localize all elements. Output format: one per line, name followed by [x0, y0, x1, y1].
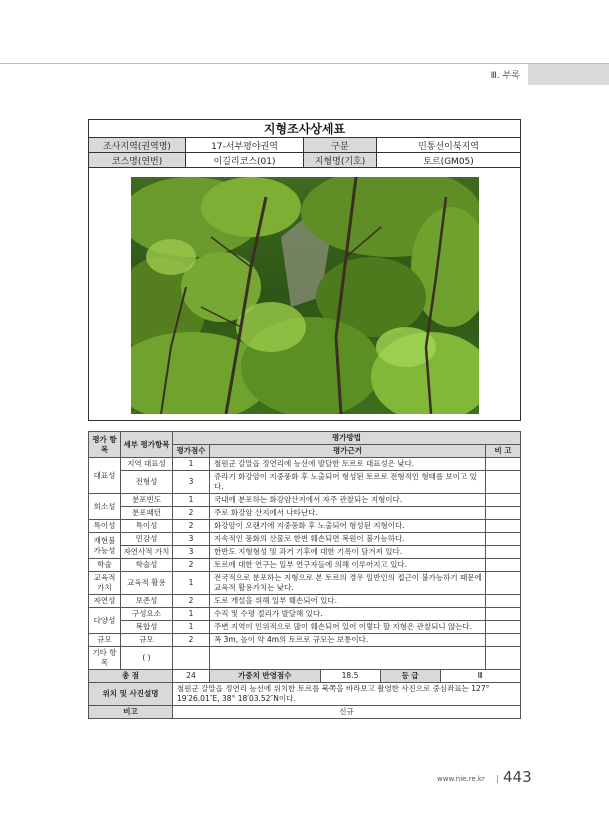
basis-cell [210, 647, 486, 670]
evaluation-table [88, 431, 521, 719]
remark-cell [486, 458, 521, 471]
score-cell: 1 [173, 608, 210, 621]
basis-cell: 폭 3m, 높이 약 4m의 토르로 규모는 보통이다. [210, 634, 486, 647]
remark-cell [486, 559, 521, 572]
basis-cell: 지속적인 풍화의 산물로 한번 훼손되면 복원이 불가능하다. [210, 533, 486, 546]
category-cell: 자연성 [89, 595, 121, 608]
eval-header-item: 평가 항목 [89, 432, 121, 458]
eval-header-sub-item: 세부 평가항목 [121, 432, 173, 458]
survey-area-value: 17-서부평야권역 [186, 138, 304, 153]
remark-cell [486, 533, 521, 546]
remark-value: 신규 [173, 706, 521, 719]
score-cell: 1 [173, 494, 210, 507]
sub-item-cell: 분포빈도 [121, 494, 173, 507]
totals-inner-table [210, 670, 520, 682]
totals-inner-cell [210, 670, 521, 683]
basis-cell: 수직 및 수평 절리가 발달해 있다. [210, 608, 486, 621]
grade-label: 등 급 [380, 670, 440, 682]
sub-item-cell: 분포패턴 [121, 507, 173, 520]
remark-cell [486, 546, 521, 559]
sub-item-cell: 전형성 [121, 471, 173, 494]
remark-cell [486, 494, 521, 507]
basis-cell: 주로 화강암 산지에서 나타난다. [210, 507, 486, 520]
category-cell: 교육적 가치 [89, 572, 121, 595]
category-cell: 학술 [89, 559, 121, 572]
division-label: 구분 [304, 138, 377, 153]
eval-header-basis: 평가근거 [210, 445, 486, 458]
sub-item-cell: 민감성 [121, 533, 173, 546]
score-cell: 2 [173, 520, 210, 533]
basis-cell: 토르에 대한 연구는 일부 연구자들에 의해 이루어지고 있다. [210, 559, 486, 572]
sub-item-cell: 특이성 [121, 520, 173, 533]
weighted-label: 가중치 반영점수 [210, 670, 320, 682]
total-label: 총 점 [89, 670, 173, 683]
score-cell: 2 [173, 634, 210, 647]
sub-item-cell: 학술성 [121, 559, 173, 572]
course-label: 코스명(연번) [89, 153, 186, 168]
remark-cell [486, 471, 521, 494]
eval-header-method: 평가방법 [173, 432, 521, 445]
remark-cell [486, 608, 521, 621]
remark-label: 비고 [89, 706, 173, 719]
category-cell: 재현불 가능성 [89, 533, 121, 559]
survey-area-label: 조사지역(권역명) [89, 138, 186, 153]
score-cell: 2 [173, 507, 210, 520]
category-cell: 다양성 [89, 608, 121, 634]
landform-label: 지형명(기호) [304, 153, 377, 168]
score-cell: 2 [173, 559, 210, 572]
total-value: 24 [173, 670, 210, 683]
info-table [88, 137, 521, 168]
score-cell: 3 [173, 471, 210, 494]
category-cell: 희소성 [89, 494, 121, 520]
location-label: 위치 및 사진설명 [89, 683, 173, 706]
sub-item-cell: 자연사적 가치 [121, 546, 173, 559]
eval-header-score: 평가점수 [173, 445, 210, 458]
footer-separator: | [496, 774, 499, 783]
remark-cell [486, 572, 521, 595]
category-cell: 규모 [89, 634, 121, 647]
forest-photo [131, 177, 479, 414]
sub-item-cell: 규모 [121, 634, 173, 647]
remark-cell [486, 507, 521, 520]
category-cell: 기타 항목 [89, 647, 121, 670]
division-value: 민통선이북지역 [377, 138, 521, 153]
score-cell: 1 [173, 572, 210, 595]
score-cell: 1 [173, 458, 210, 471]
landform-value: 토르(GM05) [377, 153, 521, 168]
eval-header-remarks: 비 고 [486, 445, 521, 458]
basis-cell: 쥬라기 화강암이 지중풍화 후 노출되어 형성된 토르로 전형적인 형태를 보이고 있다. [210, 471, 486, 494]
sub-item-cell: 복합성 [121, 621, 173, 634]
section-label: Ⅲ. 부록 [490, 71, 520, 81]
category-cell: 특이성 [89, 520, 121, 533]
page-number: 443 [503, 768, 532, 786]
sub-item-cell: 보존성 [121, 595, 173, 608]
location-text: 철원군 갈말읍 정연리 능선에 위치한 토르를 북쪽을 바라보고 촬영한 사진으로 중심좌표는 127° 19′26.01″E, 38° 18′03.52″N이다. [173, 683, 521, 706]
category-cell: 대표성 [89, 458, 121, 494]
remark-cell [486, 520, 521, 533]
section-tab [528, 64, 609, 85]
basis-cell: 철원군 갈말읍 정연리에 능선에 발달한 토르로 대표성은 낮다. [210, 458, 486, 471]
score-cell: 3 [173, 546, 210, 559]
basis-cell: 화강암이 오랜기에 지중풍화 후 노출되어 형성된 지형이다. [210, 520, 486, 533]
sheet-title: 지형조사상세표 [88, 119, 521, 138]
course-value: 이길리코스(01) [186, 153, 304, 168]
sub-item-cell: 지역 대표성 [121, 458, 173, 471]
remark-cell [486, 634, 521, 647]
remark-cell [486, 647, 521, 670]
sub-item-cell: 구성요소 [121, 608, 173, 621]
basis-cell: 한반도 지형형성 및 과거 기후에 대한 기록이 담겨져 있다. [210, 546, 486, 559]
sub-item-cell: ( ) [121, 647, 173, 670]
basis-cell: 도로 개설을 위해 일부 훼손되어 있다. [210, 595, 486, 608]
weighted-value: 18.5 [320, 670, 380, 682]
basis-cell: 전국적으로 분포하는 지형으로 본 토르의 경우 일반인의 접근이 불가능하기 때문에 교육적 활용가치는 낮다. [210, 572, 486, 595]
remark-cell [486, 595, 521, 608]
score-cell: 1 [173, 621, 210, 634]
score-cell: 3 [173, 533, 210, 546]
score-cell: 2 [173, 595, 210, 608]
score-cell [173, 647, 210, 670]
sub-item-cell: 교육적 활용 [121, 572, 173, 595]
footer-url: www.nie.re.kr [437, 775, 485, 783]
remark-cell [486, 621, 521, 634]
basis-cell: 국내에 분포하는 화강암산지에서 자주 관찰되는 지형이다. [210, 494, 486, 507]
grade-value: Ⅲ [477, 671, 483, 680]
top-rule [0, 63, 609, 64]
basis-cell: 주변 지역이 인위적으로 많이 훼손되어 있어 이렇다 할 지형은 관찰되니 않는다. [210, 621, 486, 634]
